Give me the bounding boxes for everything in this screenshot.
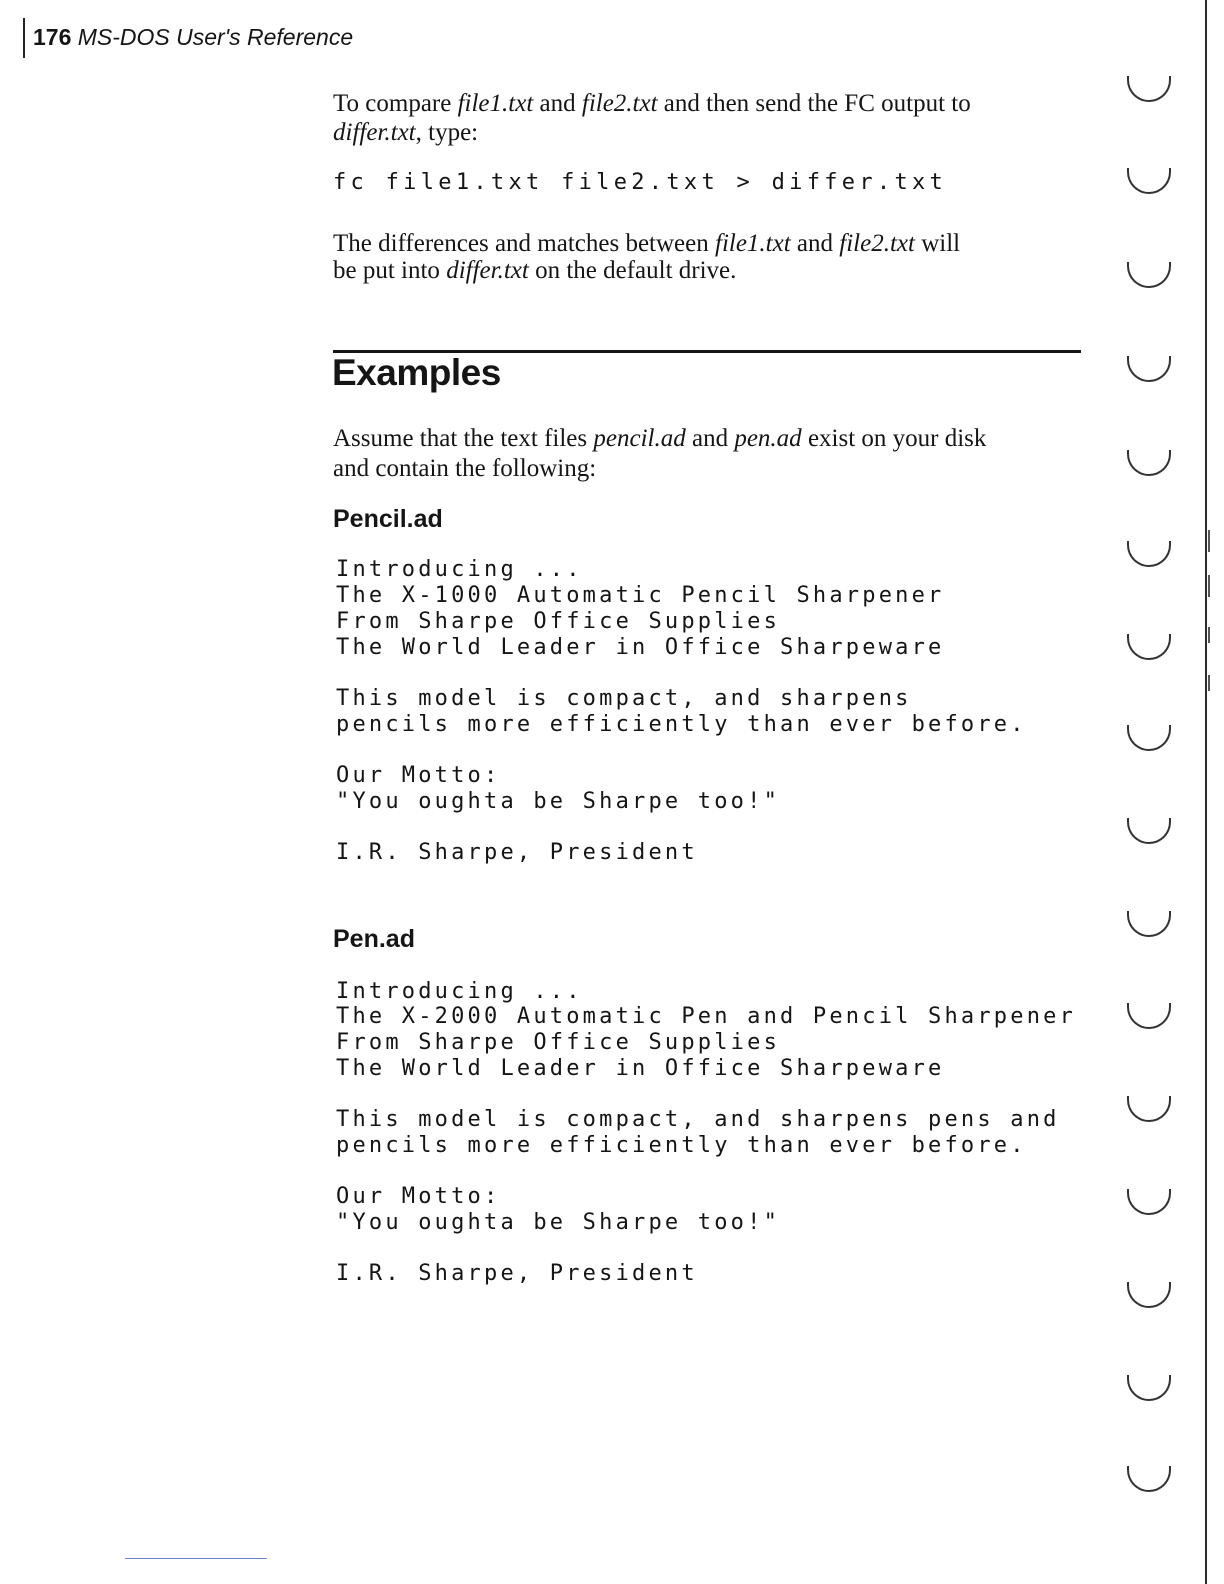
result-line-1 (333, 230, 960, 258)
text-run: will (914, 230, 961, 257)
examples-line-1 (333, 425, 986, 453)
examples-line-2: and contain the following: (333, 455, 597, 482)
section-heading: Examples (332, 352, 501, 393)
punch-hole (1127, 262, 1171, 288)
text-run: and (533, 90, 582, 117)
punch-hole (1127, 450, 1171, 476)
result-line-2 (333, 257, 736, 285)
text-run: and (685, 425, 735, 452)
punch-hole (1127, 1466, 1171, 1492)
punch-hole (1127, 725, 1171, 751)
book-title: MS-DOS User's Reference (77, 24, 354, 50)
pen-line: Introducing ... (336, 979, 583, 1004)
punch-hole (1127, 1096, 1171, 1122)
pen-line: Our Motto: (336, 1184, 501, 1209)
command-line: fc file1.txt file2.txt > differ.txt (333, 170, 948, 195)
pen-line: This model is compact, and sharpens pens and (336, 1107, 1060, 1132)
pen-line: From Sharpe Office Supplies (336, 1030, 781, 1055)
edge-mark (1208, 627, 1210, 643)
bottom-rule (125, 1558, 267, 1559)
punch-hole (1127, 911, 1171, 937)
pen-line: "You oughta be Sharpe too!" (336, 1210, 781, 1235)
pencil-line: "You oughta be Sharpe too!" (336, 789, 781, 814)
text-run: be put into (333, 257, 447, 284)
pencil-line: The World Leader in Office Sharpeware (336, 635, 945, 660)
filename: pencil.ad (593, 425, 686, 452)
intro-line-2 (333, 119, 478, 147)
filename: pen.ad (734, 425, 802, 452)
pencil-line: From Sharpe Office Supplies (336, 609, 781, 634)
pen-line: The World Leader in Office Sharpeware (336, 1056, 945, 1081)
text-run: exist on your disk (801, 425, 987, 452)
filename: differ.txt (446, 257, 529, 284)
pen-line: pencils more efficiently than ever before. (336, 1133, 1027, 1158)
filename: file1.txt (457, 90, 534, 117)
pencil-line: This model is compact, and sharpens (336, 686, 912, 711)
punch-hole (1127, 168, 1171, 194)
edge-mark (1208, 675, 1210, 691)
punch-hole (1127, 818, 1171, 844)
pencil-line: I.R. Sharpe, President (336, 840, 698, 865)
binding-edge (1205, 0, 1207, 1584)
pencil-ad-title: Pencil.ad (333, 505, 443, 533)
pen-line: The X-2000 Automatic Pen and Pencil Sharpener (336, 1004, 1077, 1029)
pencil-line: pencils more efficiently than ever before. (336, 712, 1027, 737)
edge-mark (1208, 575, 1210, 597)
punch-hole (1127, 356, 1171, 382)
filename: file2.txt (581, 90, 658, 117)
page-number: 176 (33, 24, 72, 50)
pencil-line: Introducing ... (336, 557, 583, 582)
filename: differ.txt (333, 119, 416, 146)
text-run: , type: (415, 119, 479, 146)
text-run: The differences and matches between (333, 230, 715, 257)
pencil-line: The X-1000 Automatic Pencil Sharpener (336, 583, 945, 608)
text-run: and then send the FC output to (657, 90, 971, 117)
punch-hole (1127, 76, 1171, 102)
pen-ad-title: Pen.ad (333, 925, 415, 953)
punch-hole (1127, 1375, 1171, 1401)
text-run: and (790, 230, 840, 257)
filename: file2.txt (839, 230, 915, 257)
punch-hole (1127, 634, 1171, 660)
header-rule (23, 18, 25, 58)
filename: file1.txt (715, 230, 791, 257)
running-header (33, 24, 353, 51)
text-run: on the default drive. (528, 257, 737, 284)
text-run: To compare (333, 90, 458, 117)
edge-mark (1208, 530, 1210, 552)
text-run: Assume that the text files (333, 425, 594, 452)
pen-line: I.R. Sharpe, President (336, 1261, 698, 1286)
punch-hole (1127, 1189, 1171, 1215)
intro-line-1 (333, 90, 971, 118)
punch-hole (1127, 1282, 1171, 1308)
punch-hole (1127, 541, 1171, 567)
punch-hole (1127, 1003, 1171, 1029)
pencil-line: Our Motto: (336, 763, 501, 788)
